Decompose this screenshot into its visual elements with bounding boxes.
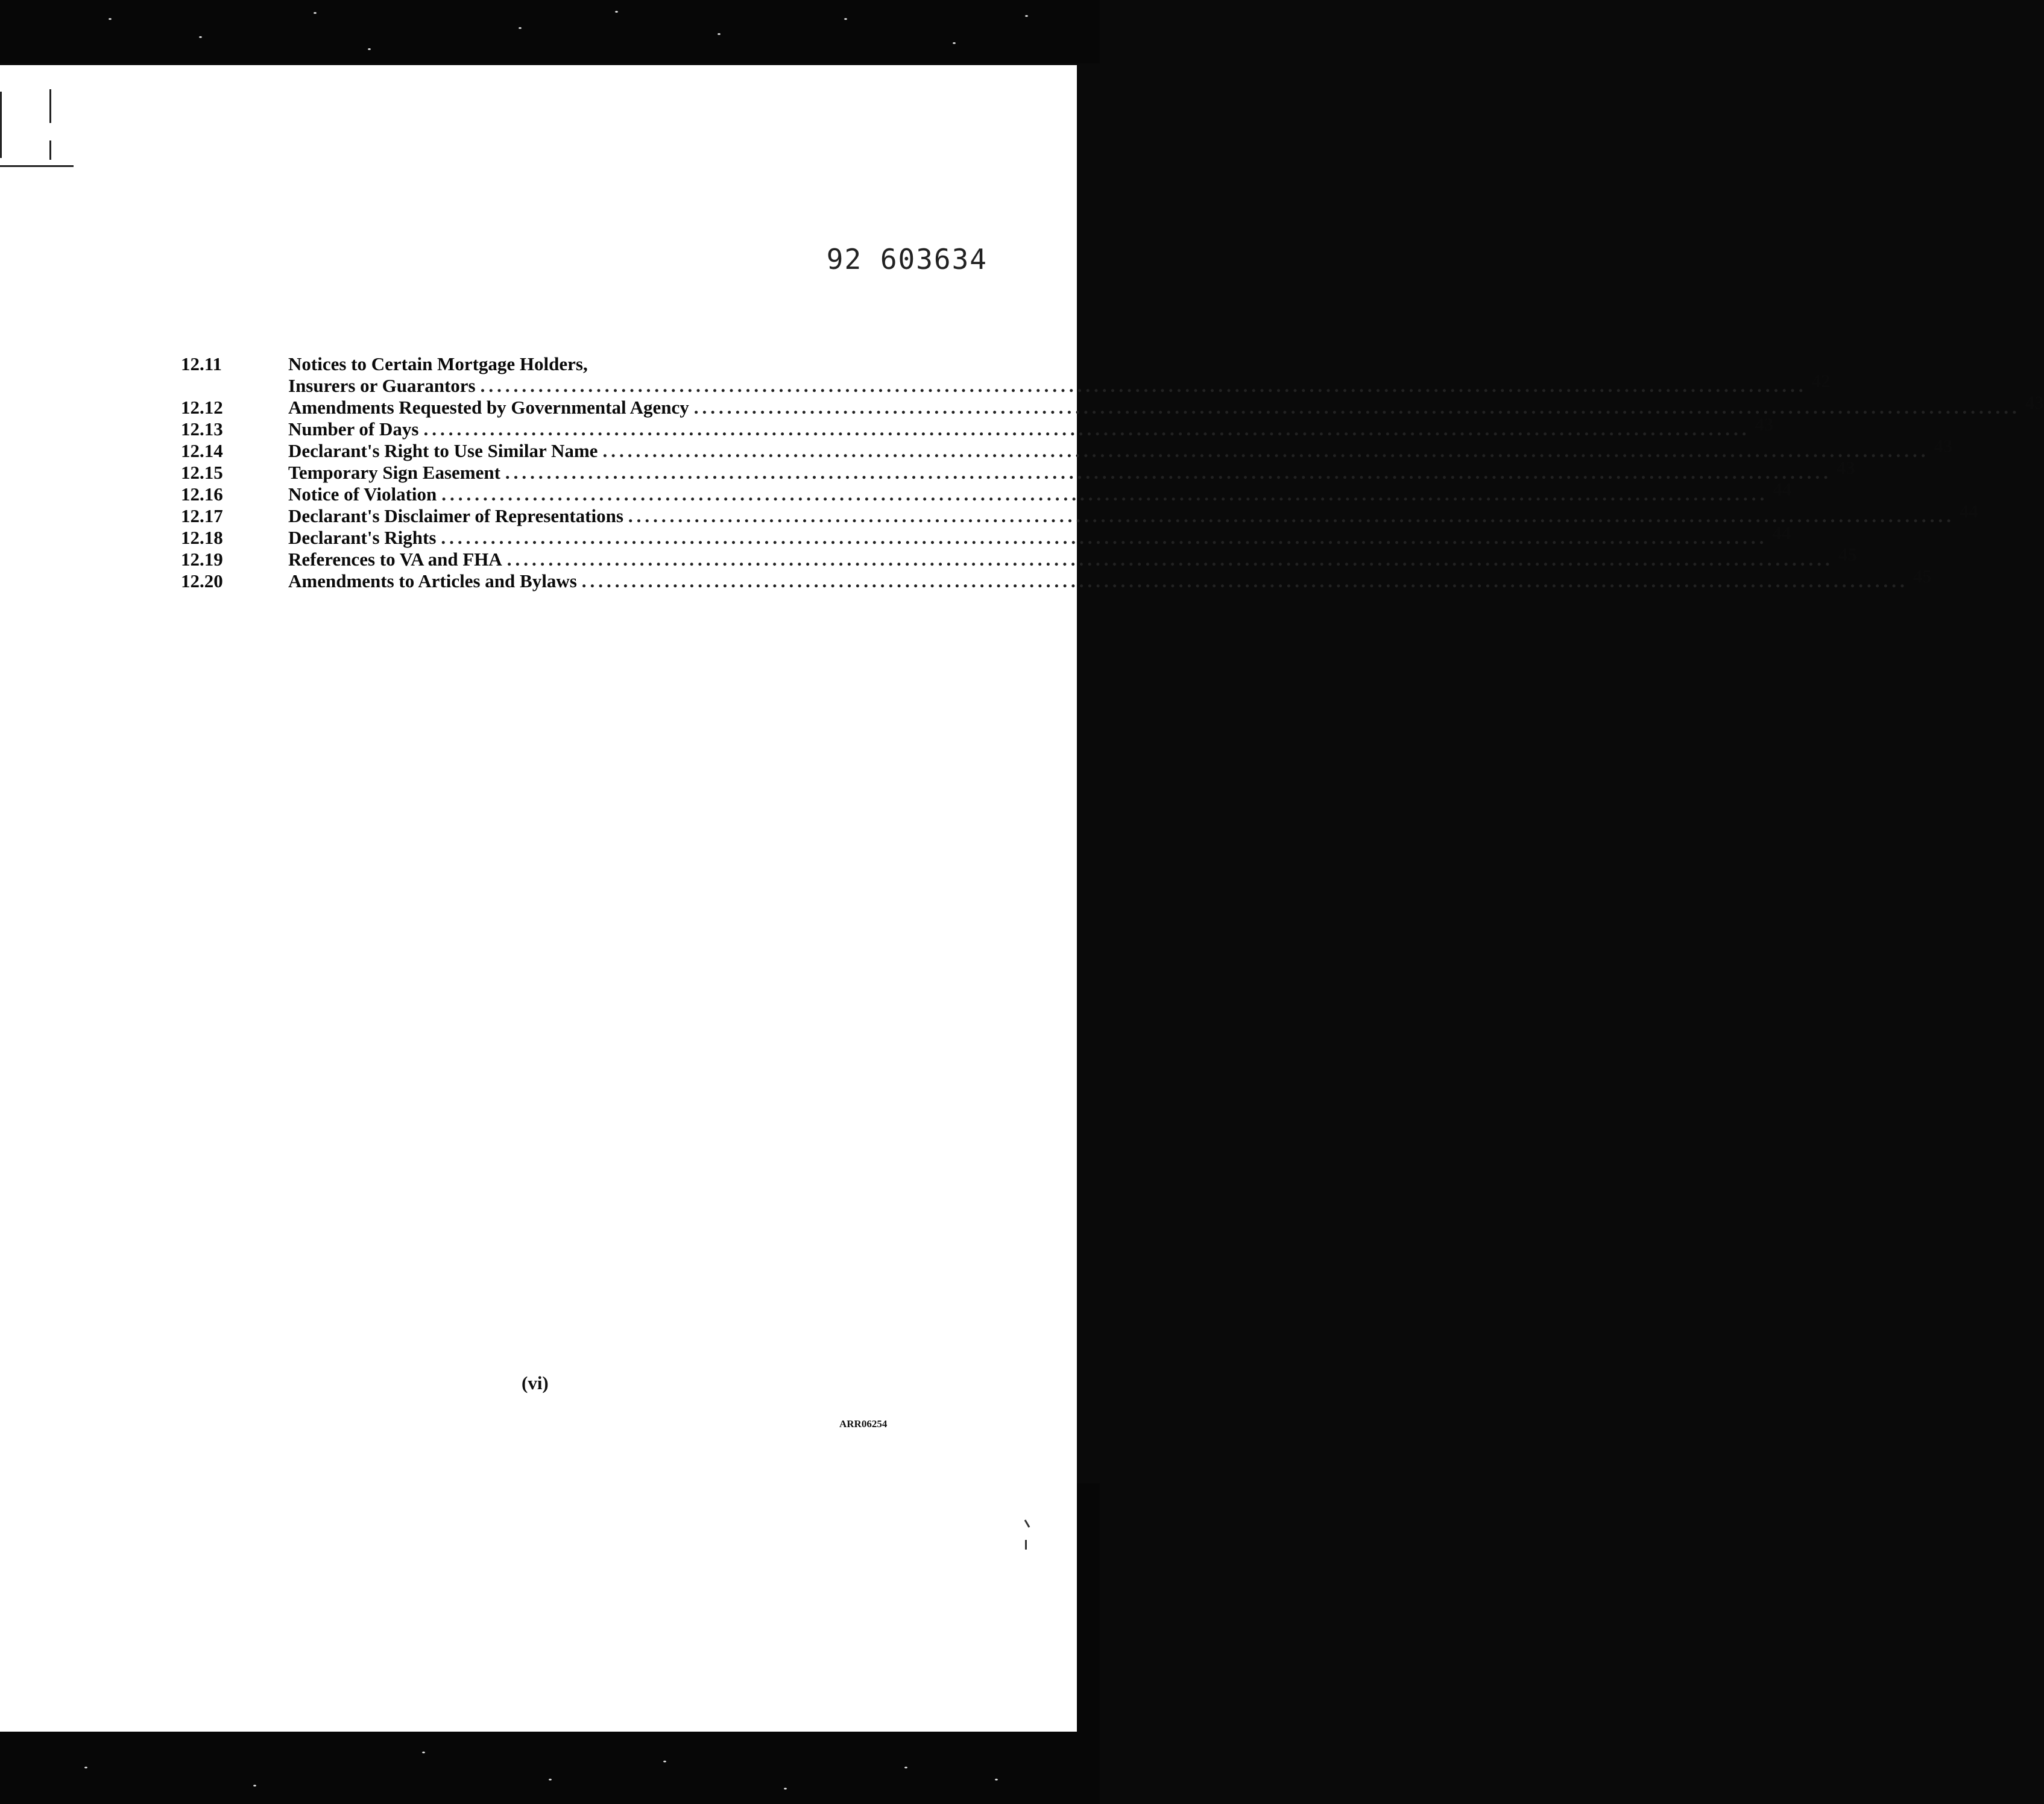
toc-section-number: 12.19 xyxy=(181,549,223,570)
toc-leader-dots: ................................................................................................................................................................ xyxy=(505,462,1832,483)
page-number-roman: (vi) xyxy=(522,1372,549,1393)
scan-speck xyxy=(615,11,618,13)
toc-leader-dots: ................................................................................................................................................................ xyxy=(441,527,1768,548)
scan-speck xyxy=(663,1761,666,1762)
toc-title: Insurers or Guarantors xyxy=(288,375,476,396)
scan-speck xyxy=(109,18,112,20)
toc-leader-dots: ................................................................................................................................................................ xyxy=(480,375,1807,396)
toc-page-number: 43 xyxy=(2025,392,2044,413)
toc-entry-continued xyxy=(181,370,1831,397)
toc-page-number: 45 xyxy=(1838,544,1857,565)
toc-leader-dots: ................................................................................................................................................................ xyxy=(602,440,1929,461)
toc-entry xyxy=(181,500,1978,527)
toc-section-number: 12.15 xyxy=(181,462,223,483)
scan-speck xyxy=(1025,15,1028,17)
toc-title: References to VA and FHA xyxy=(288,549,502,570)
scan-border-bottom xyxy=(0,1732,1100,1804)
table-of-contents xyxy=(181,353,2044,592)
scan-corner-mark xyxy=(0,92,2,158)
scan-corner-mark xyxy=(49,89,51,123)
scan-speck xyxy=(953,42,956,44)
toc-page-number: 44 xyxy=(1772,522,1791,543)
toc-section-number: 12.11 xyxy=(181,353,222,374)
toc-page-number: 43 xyxy=(1836,457,1855,478)
toc-page-number: 44 xyxy=(1959,500,1978,522)
scan-corner-mark xyxy=(49,140,51,160)
toc-leader-dots: ................................................................................................................................................................ xyxy=(628,505,1955,526)
toc-title: Number of Days xyxy=(288,418,419,440)
toc-title: Declarant's Rights xyxy=(288,527,437,548)
toc-entry xyxy=(181,392,2044,418)
toc-title: Amendments to Articles and Bylaws xyxy=(288,570,577,591)
toc-title: Notice of Violation xyxy=(288,484,437,505)
document-page xyxy=(0,65,2044,1732)
toc-page-number: 43 xyxy=(1934,435,1953,456)
scan-speck xyxy=(784,1788,787,1790)
scan-speck xyxy=(844,18,847,20)
toc-entry xyxy=(181,435,1953,462)
scan-tick-mark xyxy=(1025,1540,1027,1550)
toc-title: Declarant's Disclaimer of Representations xyxy=(288,505,623,526)
scan-tick-mark xyxy=(1024,1519,1030,1528)
toc-title: Amendments Requested by Governmental Agency xyxy=(288,397,689,418)
toc-entry xyxy=(181,414,1774,440)
toc-section-number: 12.16 xyxy=(181,484,223,505)
toc-section-number: 12.18 xyxy=(181,527,223,548)
toc-entry xyxy=(181,522,1791,549)
scan-speck xyxy=(253,1785,256,1787)
toc-leader-dots: ................................................................................................................................................................ xyxy=(423,418,1750,440)
toc-entry xyxy=(181,566,1932,592)
toc-title-line1: Notices to Certain Mortgage Holders, xyxy=(288,353,588,374)
scan-speck xyxy=(368,48,371,50)
toc-title: Temporary Sign Easement xyxy=(288,462,500,483)
scan-speck xyxy=(314,12,317,14)
toc-leader-dots: ................................................................................................................................................................ xyxy=(506,549,1834,570)
scan-corner-mark xyxy=(0,165,74,167)
toc-page-number: 44 xyxy=(1773,479,1792,500)
toc-section-number: 12.20 xyxy=(181,570,223,591)
toc-section-number: 12.13 xyxy=(181,418,223,440)
toc-entry xyxy=(181,479,1792,505)
toc-section-number: 12.17 xyxy=(181,505,223,526)
document-stamp: ARR06254 xyxy=(839,1418,888,1430)
scan-speck xyxy=(519,27,522,29)
toc-entry xyxy=(181,457,1855,484)
toc-page-number: 42 xyxy=(1811,370,1831,391)
toc-entry xyxy=(181,544,1857,570)
toc-leader-dots: ................................................................................................................................................................ xyxy=(441,484,1768,505)
scan-border-right xyxy=(1077,1483,1100,1736)
scan-speck xyxy=(904,1767,907,1768)
scan-speck xyxy=(199,36,202,38)
scan-speck xyxy=(422,1752,425,1753)
toc-entry xyxy=(181,353,953,375)
toc-leader-dots: ................................................................................................................................................................ xyxy=(693,397,2020,418)
toc-title: Declarant's Right to Use Similar Name xyxy=(288,440,598,461)
toc-section-number: 12.14 xyxy=(181,440,223,461)
scan-speck xyxy=(84,1767,87,1768)
toc-page-number: 43 xyxy=(1755,414,1774,435)
scan-speck xyxy=(718,33,721,35)
toc-leader-dots: ................................................................................................................................................................ xyxy=(581,570,1908,591)
toc-page-number: 45 xyxy=(1913,566,1932,587)
scan-speck xyxy=(549,1779,552,1780)
scan-border-top xyxy=(0,0,1100,63)
toc-section-number: 12.12 xyxy=(181,397,223,418)
scan-speck xyxy=(995,1779,998,1780)
document-number: 92 603634 xyxy=(826,243,988,276)
